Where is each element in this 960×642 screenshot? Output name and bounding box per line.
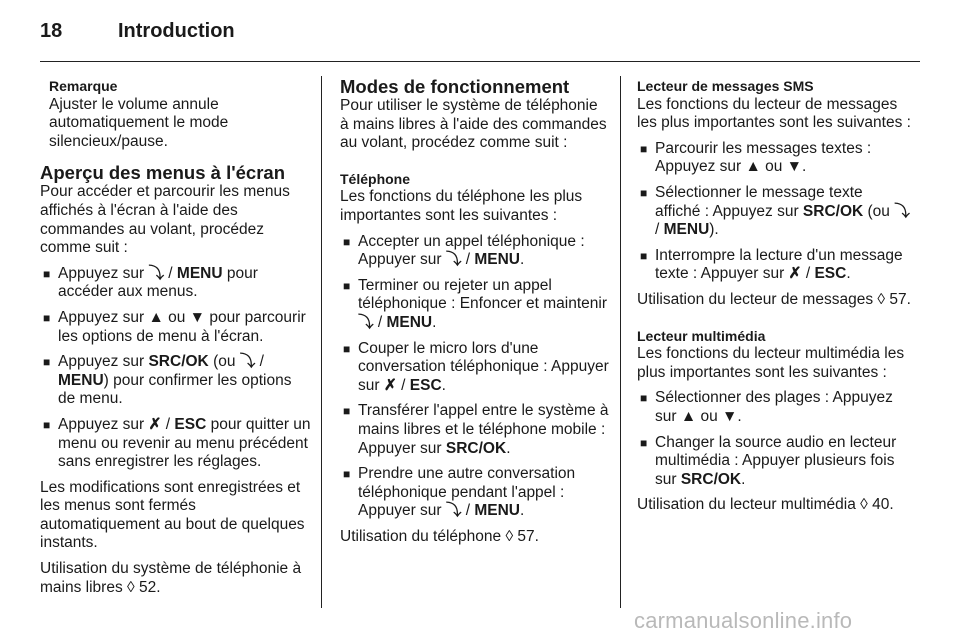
watermark: carmanualsonline.info <box>634 608 853 633</box>
paragraph: Pour utiliser le système de téléphonie à mains libres à l'aide des commandes au volant, procédez comme suit : <box>340 97 607 152</box>
list-item: ■ Parcourir les messages textes : Appuyez sur ▲ ou ▼. <box>637 140 912 177</box>
list-item: ■ Accepter un appel téléphonique : Appuyer sur ⤵ / MENU. <box>340 233 610 270</box>
list-item: ■ Appuyez sur ▲ ou ▼ pour parcourir les options de menu à l'écran. <box>40 309 312 346</box>
list-item: ■ Appuyez sur ⤵ / MENU pour accéder aux menus. <box>40 265 312 302</box>
cross-reference: Utilisation du système de téléphonie à mains libres ◊ 52. <box>40 560 302 596</box>
list-item: ■ Sélectionner le message texte affiché : Appuyez sur SRC/OK (ou ⤵ / MENU). <box>637 184 912 240</box>
section-heading-modes: Modes de fonctionnement <box>340 76 570 97</box>
page-number: 18 <box>40 20 63 42</box>
list-item: ■ Appuyez sur SRC/OK (ou ⤵ / MENU) pour confirmer les options de menu. <box>40 353 312 409</box>
reference-arrow-icon: ◊ <box>860 496 868 514</box>
list-item: ■ Sélectionner des plages : Appuyez sur ▲ ou ▼. <box>637 389 912 426</box>
subheading-sms: Lecteur de messages SMS <box>637 78 814 94</box>
page-header <box>40 20 920 48</box>
subheading-media: Lecteur multimédia <box>637 327 766 344</box>
list-item: ■ Changer la source audio en lecteur multimédia : Appuyer plusieurs fois sur SRC/OK. <box>637 434 912 490</box>
paragraph: Pour accéder et parcourir les menus affichés à l'écran à l'aide des commandes au volant, procédez comme suit : <box>40 183 290 257</box>
remark-box <box>40 77 312 151</box>
column-1 <box>40 77 312 604</box>
list-item: ■ Transférer l'appel entre le système à mains libres et le téléphone mobile : Appuyer sur SRC/OK. <box>340 402 610 458</box>
list-item: ■ Interrompre la lecture d'un message texte : Appuyer sur ✗ / ESC. <box>637 247 912 284</box>
cross-reference: Utilisation du lecteur de messages ◊ 57. <box>637 290 911 308</box>
reference-arrow-icon: ◊ <box>505 527 514 545</box>
column-divider-2 <box>620 76 621 608</box>
remark-text: Ajuster le volume annule automatiquement le mode silencieux/pause. <box>49 95 229 150</box>
page-title: Introduction <box>118 20 235 42</box>
bullet-list <box>637 389 912 489</box>
cross-reference: Utilisation du lecteur multimédia ◊ 40. <box>637 496 894 514</box>
column-divider-1 <box>321 76 322 608</box>
subheading-phone: Téléphone <box>340 170 411 187</box>
cross-reference: Utilisation du téléphone ◊ 57. <box>340 527 539 545</box>
list-item: ■ Appuyez sur ✗ / ESC pour quitter un menu ou revenir au menu précédent sans enregistrer les réglages. <box>40 416 312 472</box>
column-3 <box>637 77 912 522</box>
reference-arrow-icon: ◊ <box>127 578 135 596</box>
bullet-list <box>40 265 312 472</box>
paragraph: Les fonctions du téléphone les plus importantes sont les suivantes : <box>340 188 583 224</box>
paragraph: Les fonctions du lecteur multimédia les plus importantes sont les suivantes : <box>637 345 905 381</box>
section-heading-menus: Aperçu des menus à l'écran <box>40 162 285 184</box>
remark-label: Remarque <box>49 78 118 94</box>
bullet-list <box>340 233 610 521</box>
reference-arrow-icon: ◊ <box>877 290 886 308</box>
list-item: ■ Terminer ou rejeter un appel téléphonique : Enfoncer et maintenir ⤵ / MENU. <box>340 277 610 333</box>
header-rule <box>40 61 920 62</box>
list-item: ■ Prendre une autre conversation téléphonique pendant l'appel : Appuyer sur ⤵ / MENU. <box>340 465 610 521</box>
paragraph: Les modifications sont enregistrées et les menus sont fermés automatiquement au bout de quelques instants. <box>40 478 305 552</box>
bullet-list <box>637 140 912 284</box>
column-2 <box>340 77 610 553</box>
paragraph: Les fonctions du lecteur de messages les plus importantes sont les suivantes : <box>637 95 911 132</box>
list-item: ■ Couper le micro lors d'une conversation téléphonique : Appuyer sur ✗ / ESC. <box>340 340 610 396</box>
